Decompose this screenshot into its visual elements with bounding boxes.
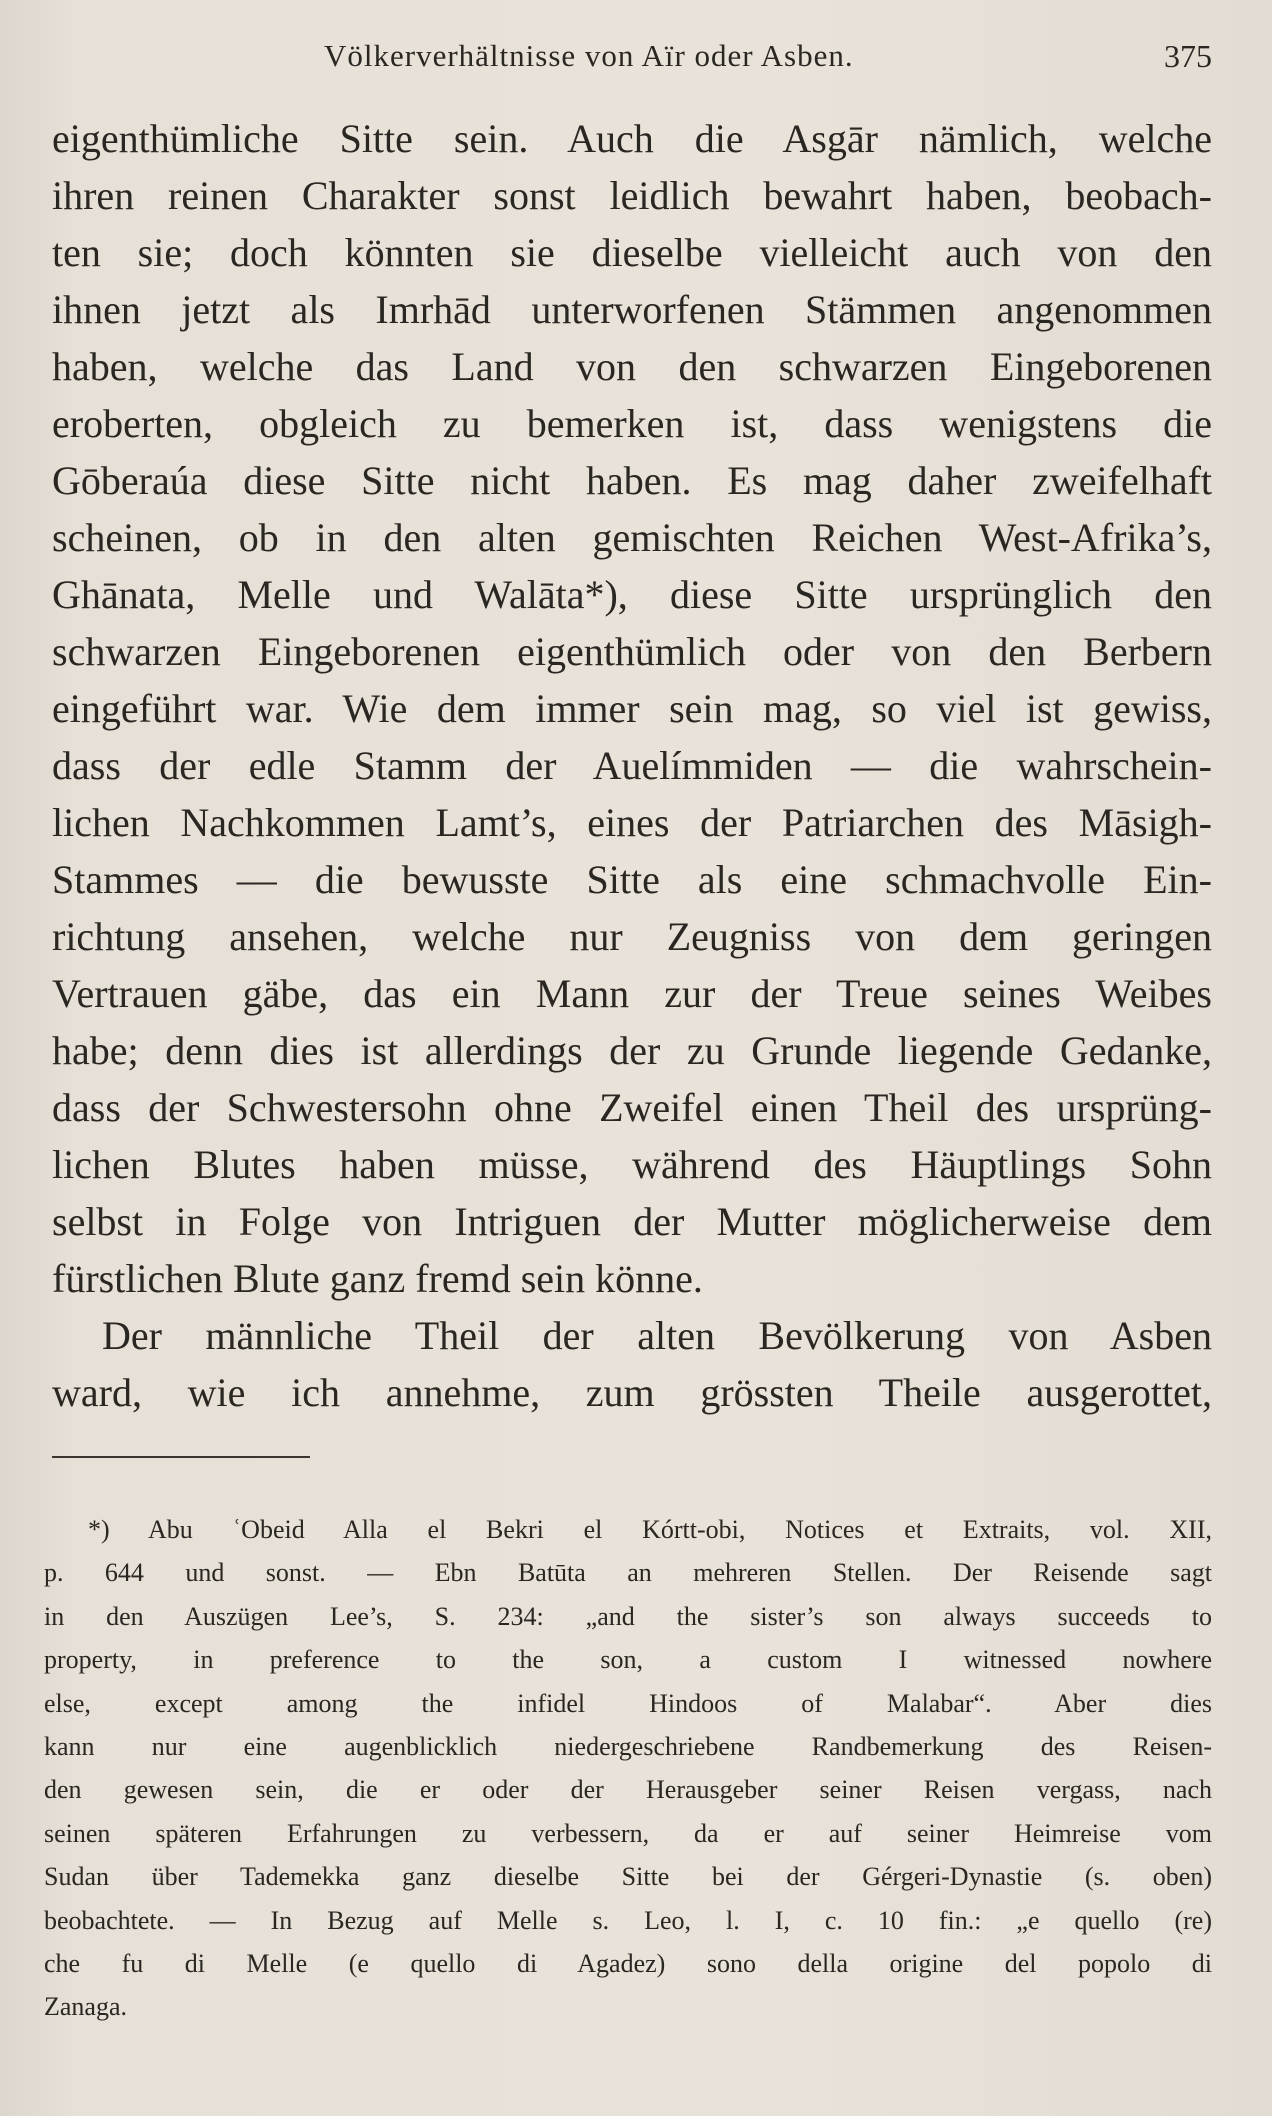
footnote-line: beobachtete. — In Bezug auf Melle s. Leo, l. I, c. 10 fin.: „e quello (re): [44, 1905, 1212, 1935]
text-line: fürstlichen Blute ganz fremd sein könne.: [52, 1256, 703, 1301]
text-line: ihnen jetzt als Imrhād unterworfenen Stämmen angenommen: [52, 287, 1212, 332]
text-line: ihren reinen Charakter sonst leidlich bewahrt haben, beobach-: [52, 173, 1212, 218]
footnote-line: che fu di Melle (e quello di Agadez) sono della origine del popolo di: [44, 1948, 1212, 1978]
footnote-line: else, except among the infidel Hindoos of Malabar“. Aber dies: [44, 1688, 1212, 1718]
footnote-line: property, in preference to the son, a custom I witnessed nowhere: [44, 1645, 1212, 1675]
text-line: eingeführt war. Wie dem immer sein mag, so viel ist gewiss,: [52, 686, 1212, 731]
text-line: Gōberaúa diese Sitte nicht haben. Es mag daher zweifelhaft: [52, 458, 1212, 503]
page-number: 375: [1164, 38, 1212, 74]
footnote-line: den gewesen sein, die er oder der Herausgeber seiner Reisen vergass, nach: [44, 1775, 1212, 1805]
text-line: habe; denn dies ist allerdings der zu Grunde liegende Gedanke,: [52, 1028, 1212, 1073]
text-line: eigenthümliche Sitte sein. Auch die Asgār nämlich, welche: [52, 116, 1212, 161]
footnote-line: seinen späteren Erfahrungen zu verbessern, da er auf seiner Heimreise vom: [44, 1818, 1212, 1848]
text-line: eroberten, obgleich zu bemerken ist, dass wenigstens die: [52, 401, 1212, 446]
text-line: selbst in Folge von Intriguen der Mutter möglicherweise dem: [52, 1199, 1212, 1244]
page-header: [52, 38, 1212, 88]
text-line: richtung ansehen, welche nur Zeugniss von dem geringen: [52, 914, 1212, 959]
text-line: ward, wie ich annehme, zum grössten Theile ausgerottet,: [52, 1370, 1212, 1415]
text-line: dass der Schwestersohn ohne Zweifel einen Theil des ursprüng-: [52, 1085, 1212, 1130]
text-line: schwarzen Eingeborenen eigenthümlich oder von den Berbern: [52, 629, 1212, 674]
footnote-line: kann nur eine augenblicklich niedergeschriebene Randbemerkung des Reisen-: [44, 1731, 1212, 1761]
text-line: scheinen, ob in den alten gemischten Reichen West-Afrika’s,: [52, 515, 1212, 560]
text-line: Stammes — die bewusste Sitte als eine schmachvolle Ein-: [52, 857, 1212, 902]
text-line: ten sie; doch könnten sie dieselbe vielleicht auch von den: [52, 230, 1212, 275]
text-line: Der männliche Theil der alten Bevölkerung von Asben: [102, 1313, 1212, 1358]
running-title: Völkerverhältnisse von Aïr oder Asben.: [324, 38, 854, 73]
footnote-line: p. 644 und sonst. — Ebn Batūta an mehreren Stellen. Der Reisende sagt: [44, 1558, 1212, 1588]
body-text: [52, 110, 1212, 1421]
text-line: haben, welche das Land von den schwarzen Eingeborenen: [52, 344, 1212, 389]
text-line: Vertrauen gäbe, das ein Mann zur der Treue seines Weibes: [52, 971, 1212, 1016]
footnote-line: in den Auszügen Lee’s, S. 234: „and the sister’s son always succeeds to: [44, 1601, 1212, 1631]
text-line: dass der edle Stamm der Auelímmiden — die wahrschein-: [52, 743, 1212, 788]
text-line: lichen Nachkommen Lamt’s, eines der Patriarchen des Māsigh-: [52, 800, 1212, 845]
footnote-line: Zanaga.: [44, 1992, 128, 2022]
footnote: [44, 1508, 1212, 2029]
footnote-line: Sudan über Tademekka ganz dieselbe Sitte bei der Gérgeri-Dynastie (s. oben): [44, 1862, 1212, 1892]
footnote-line: *) Abu ʿObeid Alla el Bekri el Kórtt-obi, Notices et Extraits, vol. XII,: [88, 1515, 1212, 1544]
text-line: lichen Blutes haben müsse, während des Häuptlings Sohn: [52, 1142, 1212, 1187]
text-line: Ghānata, Melle und Walāta*), diese Sitte ursprünglich den: [52, 572, 1212, 617]
footnote-divider: [52, 1456, 310, 1458]
